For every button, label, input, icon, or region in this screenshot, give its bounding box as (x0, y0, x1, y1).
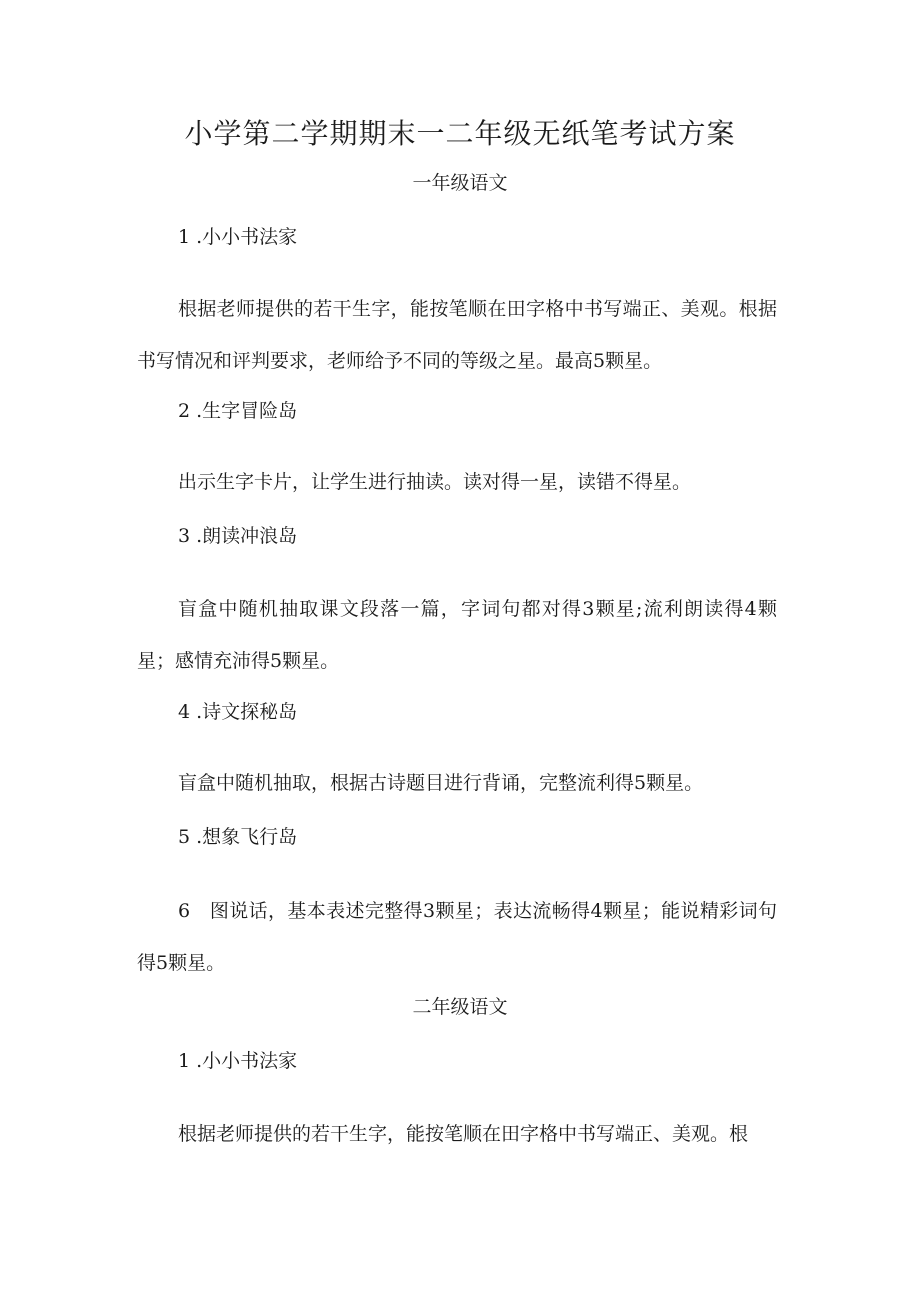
document-title: 小学第二学期期末一二年级无纸笔考试方案 (184, 117, 736, 150)
item-heading: 1 .小小书法家 (178, 226, 298, 248)
item-body: 盲盒中随机抽取课文段落一篇，字词句都对得3颗星;流利朗读得4颗星；感情充沛得5颗星。 (137, 598, 777, 672)
section-heading-grade-2: 二年级语文 (412, 996, 508, 1018)
item-heading: 1 .小小书法家 (178, 1050, 298, 1072)
item-heading: 3 .朗读冲浪岛 (178, 525, 298, 547)
item-body: 根据老师提供的若干生字，能按笔顺在田字格中书写端正、美观。根据书写情况和评判要求，老师给予不同的等级之星。最高5颗星。 (137, 298, 777, 372)
item-body: 根据老师提供的若干生字，能按笔顺在田字格中书写端正、美观。根 (178, 1123, 749, 1145)
item-heading: 2 .生字冒险岛 (178, 400, 298, 422)
section-heading-grade-1: 一年级语文 (412, 172, 508, 194)
item-body: 6 图说话，基本表述完整得3颗星；表达流畅得4颗星；能说精彩词句得5颗星。 (137, 900, 777, 974)
item-body: 出示生字卡片，让学生进行抽读。读对得一星，读错不得星。 (178, 471, 692, 493)
item-heading: 5 .想象飞行岛 (178, 826, 298, 848)
item-heading: 4 .诗文探秘岛 (178, 701, 298, 723)
item-body: 盲盒中随机抽取，根据古诗题目进行背诵，完整流利得5颗星。 (178, 772, 704, 794)
